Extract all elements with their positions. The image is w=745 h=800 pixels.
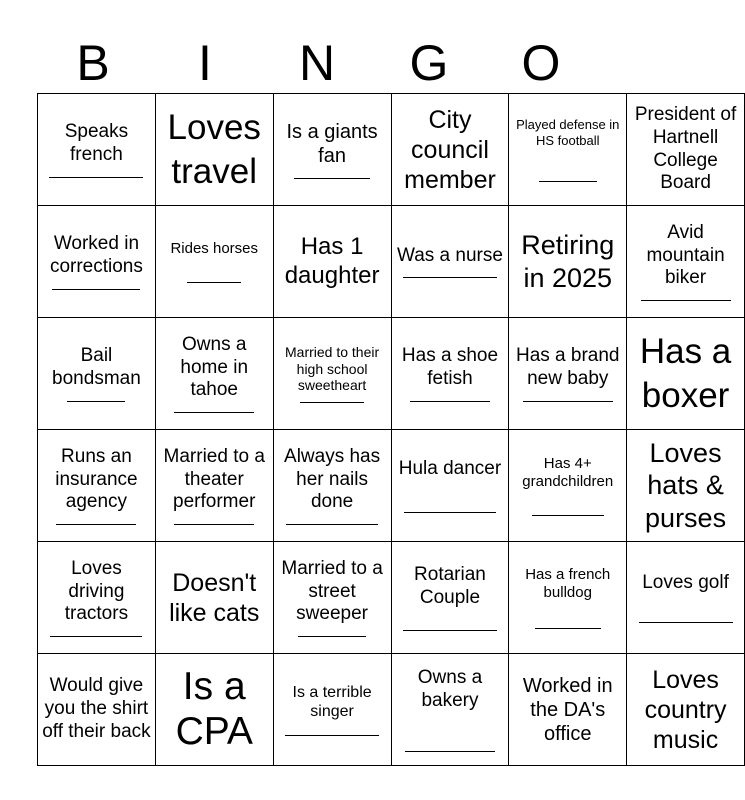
fill-in-line	[294, 178, 370, 179]
bingo-cell[interactable]	[509, 654, 627, 766]
bingo-cell[interactable]	[391, 430, 509, 542]
board-row	[38, 318, 745, 430]
cell-text: Has a brand new baby	[515, 345, 620, 389]
cell-text: Has a shoe fetish	[401, 345, 499, 389]
fill-in-line	[639, 622, 733, 623]
board-row	[38, 206, 745, 318]
fill-in-line	[300, 402, 364, 403]
cell-text: Loves country music	[644, 665, 727, 754]
cell-text: Speaks french	[64, 121, 129, 165]
header-letter-i: I	[198, 35, 212, 91]
fill-in-line	[49, 177, 143, 178]
cell-text: Rotarian Couple	[414, 564, 486, 608]
bingo-cell[interactable]	[273, 654, 391, 766]
cell-text: Married to a street sweeper	[281, 557, 383, 625]
fill-in-line	[67, 401, 125, 402]
board-row	[38, 542, 745, 654]
cell-text: Has 1 daughter	[284, 232, 380, 289]
bingo-cell[interactable]	[627, 318, 745, 430]
cell-text: Is a terrible singer	[292, 683, 372, 720]
cell-text: Married to their high school sweetheart	[285, 343, 380, 394]
fill-in-line	[403, 277, 497, 278]
board-row	[38, 430, 745, 542]
fill-in-line	[50, 636, 142, 637]
bingo-cell[interactable]	[155, 318, 273, 430]
fill-in-line	[405, 751, 495, 752]
cell-text: Bail bondsman	[52, 345, 141, 389]
bingo-cell[interactable]	[627, 430, 745, 542]
bingo-cell[interactable]	[509, 318, 627, 430]
bingo-cell[interactable]	[273, 94, 391, 206]
bingo-cell[interactable]	[155, 430, 273, 542]
board-row	[38, 94, 745, 206]
cell-text: Rides horses	[170, 240, 258, 257]
fill-in-line	[410, 401, 490, 402]
header-letter-g: G	[409, 35, 449, 91]
cell-text: Owns a bakery	[417, 667, 483, 711]
cell-text: President of Hartnell College Board	[634, 103, 737, 194]
header-letter-n: N	[298, 35, 336, 91]
cell-text: Owns a home in tahoe	[180, 333, 249, 401]
cell-text: Doesn't like cats	[169, 568, 260, 627]
bingo-cell[interactable]	[155, 206, 273, 318]
cell-text: Loves hats & purses	[645, 437, 727, 533]
fill-in-line	[532, 515, 604, 516]
fill-in-line	[56, 524, 136, 525]
bingo-cell[interactable]	[391, 654, 509, 766]
bingo-cell[interactable]	[155, 94, 273, 206]
cell-text: Played defense in HS football	[516, 117, 620, 148]
bingo-cell[interactable]	[38, 430, 156, 542]
cell-text: Has a boxer	[639, 331, 732, 415]
bingo-cell[interactable]	[509, 542, 627, 654]
bingo-cell[interactable]	[155, 654, 273, 766]
cell-text: Runs an insurance agency	[55, 445, 138, 513]
cell-text: Is a CPA	[175, 664, 253, 753]
header-letter-b: B	[76, 35, 110, 91]
cell-text: Has 4+ grandchildren	[522, 455, 614, 490]
fill-in-line	[641, 300, 731, 301]
board-row	[38, 654, 745, 766]
bingo-cell[interactable]	[155, 542, 273, 654]
bingo-cell[interactable]	[627, 654, 745, 766]
cell-text: Avid mountain biker	[646, 221, 725, 289]
bingo-cell[interactable]	[273, 430, 391, 542]
bingo-cell[interactable]	[273, 542, 391, 654]
bingo-cell[interactable]	[627, 206, 745, 318]
header-letter-o: O	[521, 35, 561, 91]
fill-in-line	[285, 735, 379, 736]
cell-text: Hula dancer	[398, 457, 502, 479]
bingo-cell[interactable]	[509, 430, 627, 542]
cell-text: Loves driving tractors	[64, 557, 129, 625]
cell-text: Worked in corrections	[49, 233, 143, 277]
cell-text: Always has her nails done	[284, 445, 381, 513]
bingo-cell[interactable]	[38, 654, 156, 766]
header-letter-blank	[597, 34, 709, 92]
bingo-cell[interactable]	[38, 206, 156, 318]
fill-in-line	[535, 628, 601, 629]
bingo-cell[interactable]	[509, 94, 627, 206]
fill-in-line	[52, 289, 140, 290]
fill-in-line	[523, 401, 613, 402]
bingo-cell[interactable]	[627, 542, 745, 654]
bingo-cell[interactable]	[391, 318, 509, 430]
cell-text: Retiring in 2025	[521, 230, 615, 293]
cell-text: Has a french bulldog	[525, 566, 611, 601]
bingo-cell[interactable]	[38, 318, 156, 430]
cell-text: Would give you the shirt off their back	[42, 675, 151, 742]
bingo-header	[37, 34, 709, 92]
bingo-cell[interactable]	[273, 318, 391, 430]
cell-text: Was a nurse	[396, 244, 503, 266]
cell-text: Loves travel	[167, 107, 261, 191]
bingo-cell[interactable]	[391, 94, 509, 206]
bingo-cell[interactable]	[273, 206, 391, 318]
fill-in-line	[298, 636, 366, 637]
bingo-board	[37, 93, 745, 766]
fill-in-line	[539, 181, 597, 182]
fill-in-line	[403, 630, 497, 631]
cell-text: Loves golf	[642, 571, 729, 593]
cell-text: Is a giants fan	[286, 121, 378, 167]
fill-in-line	[187, 282, 241, 283]
bingo-cell[interactable]	[38, 94, 156, 206]
bingo-cell[interactable]	[627, 94, 745, 206]
fill-in-line	[174, 524, 254, 525]
cell-text: Married to a theater performer	[163, 445, 265, 513]
fill-in-line	[286, 524, 378, 525]
fill-in-line	[404, 512, 496, 513]
cell-text: City council member	[404, 105, 496, 194]
bingo-cell[interactable]	[38, 542, 156, 654]
bingo-cell[interactable]	[391, 206, 509, 318]
cell-text: Worked in the DA's office	[522, 674, 613, 745]
bingo-cell[interactable]	[509, 206, 627, 318]
fill-in-line	[174, 412, 254, 413]
bingo-cell[interactable]	[391, 542, 509, 654]
